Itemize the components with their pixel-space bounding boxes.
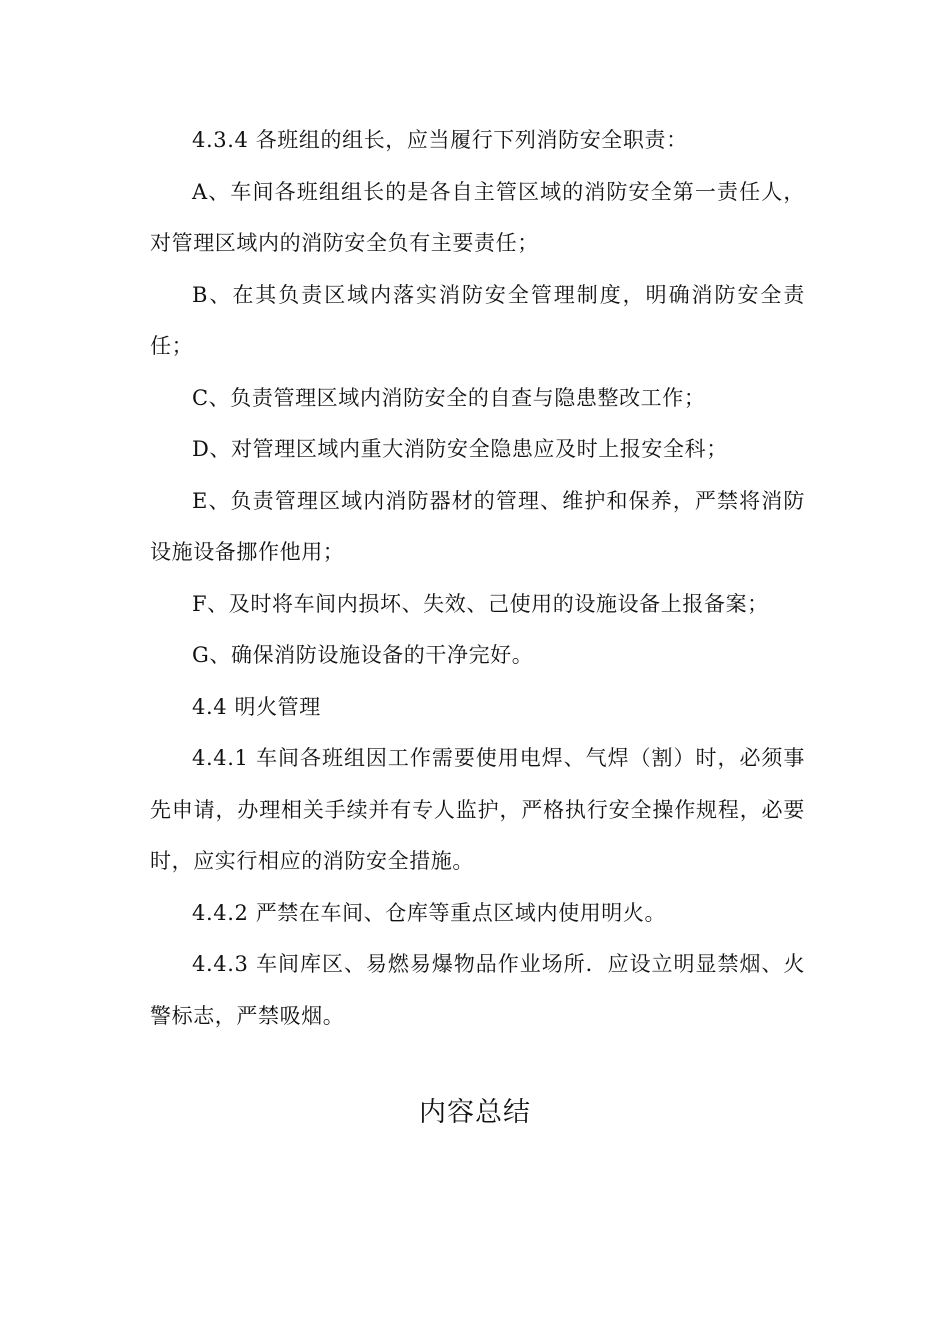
paragraph-item-c: C、负责管理区域内消防安全的自查与隐患整改工作； — [192, 385, 706, 410]
paragraph-item-f: F、及时将车间内损坏、失效、己使用的设施设备上报备案； — [192, 591, 769, 616]
paragraph-item-a: A、车间各班组组长的是各自主管区域的消防安全第一责任人，对管理区域内的消防安全负有主要责任； — [150, 179, 805, 255]
paragraph-4-4-2: 4.4.2 严禁在车间、仓库等重点区域内使用明火。 — [192, 900, 667, 925]
paragraph-item-g: G、确保消防设施设备的干净完好。 — [192, 643, 534, 667]
paragraph-item-b: B、在其负责区域内落实消防安全管理制度，明确消防安全责任； — [150, 282, 805, 358]
paragraph-4-4-3: 4.4.3 车间库区、易燃易爆物品作业场所．应设立明显禁烟、火警标志，严禁吸烟。 — [150, 952, 805, 1028]
paragraph-item-e: E、负责管理区域内消防器材的管理、维护和保养，严禁将消防设施设备挪作他用； — [150, 488, 805, 564]
summary-title: 内容总结 — [419, 1097, 531, 1128]
paragraph-4-4-1: 4.4.1 车间各班组因工作需要使用电焊、气焊（割）时，必须事先申请，办理相关手续并有专人监护，严格执行安全操作规程，必要时，应实行相应的消防安全措施。 — [150, 746, 805, 873]
document-body — [150, 115, 805, 1042]
paragraph-item-d: D、对管理区域内重大消防安全隐患应及时上报安全科； — [192, 437, 728, 461]
paragraph-4-3-4: 4.3.4 各班组的组长，应当履行下列消防安全职责： — [192, 128, 688, 152]
section-heading-4-4: 4.4 明火管理 — [192, 694, 321, 719]
